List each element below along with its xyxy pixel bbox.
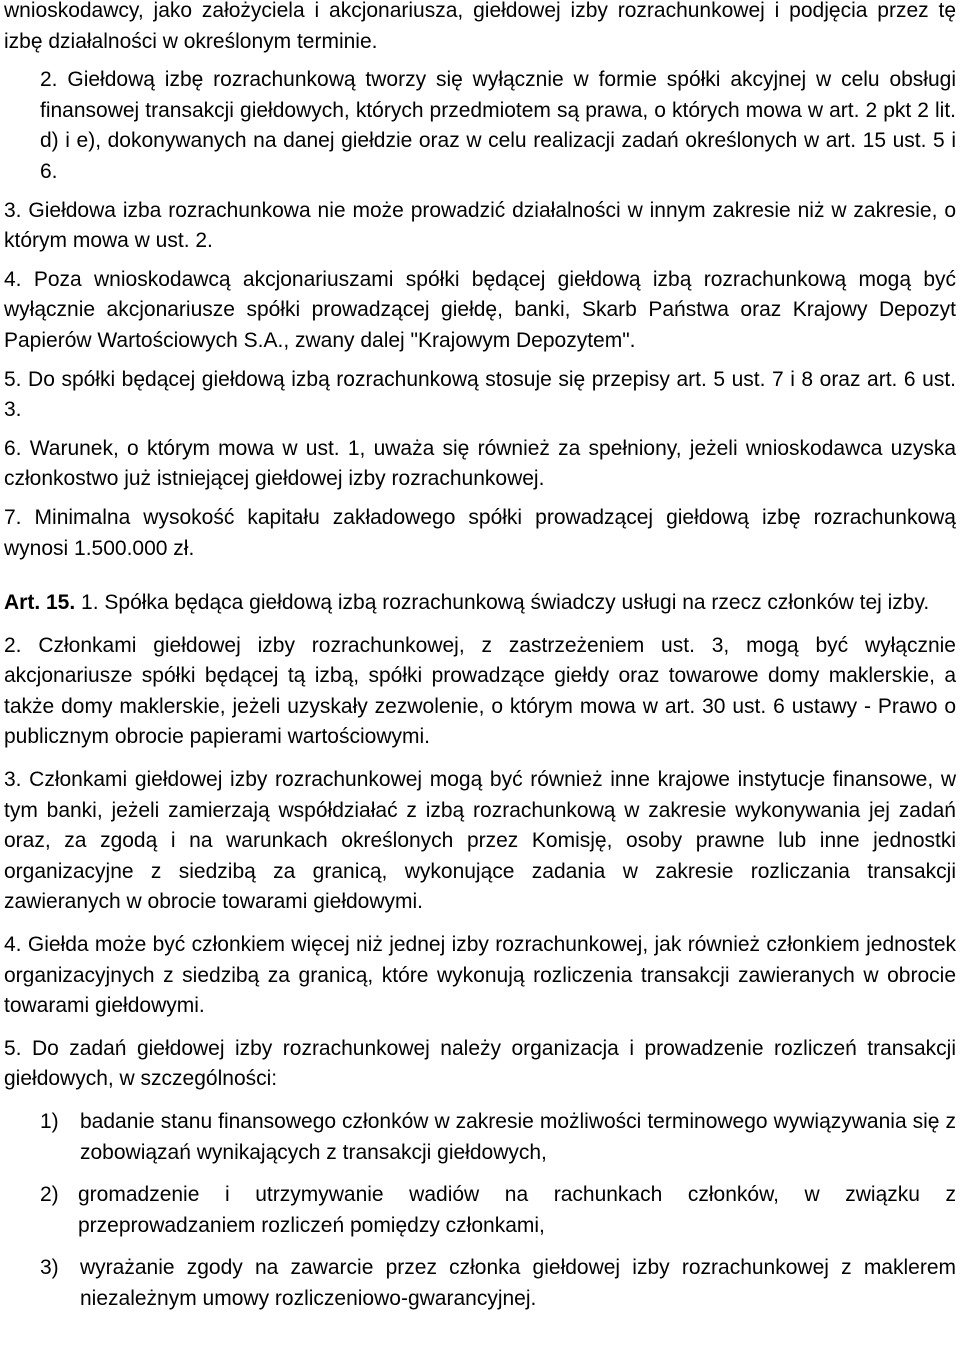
paragraph-2: 2. Giełdową izbę rozrachunkową tworzy się wyłącznie w formie spółki akcyjnej w celu obsługi finansowej transakcji giełdowych, których przedmiotem są prawa, o których mowa w art. 2 pkt 2 lit. d) i e), dokonywanych na danej giełdzie oraz w celu realizacji zadań określonych w art. 15 ust. 5 i 6.	[40, 68, 956, 183]
list-item-text: gromadzenie i utrzymywanie wadiów na rachunkach członków, w związku z przeprowadzaniem rozliczeń pomiędzy członkami,	[78, 1183, 956, 1237]
list-item-text: wyrażanie zgody na zawarcie przez członka giełdowej izby rozrachunkowej z maklerem niezależnym umowy rozliczeniowo-gwarancyjnej.	[80, 1256, 956, 1310]
list-item	[4, 1180, 956, 1241]
list-item-number: 1)	[40, 1110, 59, 1133]
list-item	[4, 1253, 956, 1314]
article-15-paragraph-1-text: 1. Spółka będąca giełdową izbą rozrachunkową świadczy usługi na rzecz członków tej izby.	[75, 591, 930, 615]
paragraph-3: 3. Giełdowa izba rozrachunkowa nie może prowadzić działalności w innym zakresie niż w zakresie, o którym mowa w ust. 2.	[4, 198, 956, 253]
paragraph-7: 7. Minimalna wysokość kapitału zakładowego spółki prowadzącej giełdową izbę rozrachunkową wynosi 1.500.000 zł.	[4, 505, 956, 560]
article-15-paragraph-1	[4, 588, 956, 619]
article-15-paragraph-2: 2. Członkami giełdowej izby rozrachunkowej, z zastrzeżeniem ust. 3, mogą być wyłącznie akcjonariusze spółki będącej tą izbą, spółki prowadzące giełdy oraz towarowe domy maklerskie, a także domy maklerskie, jeżeli uzyskały zezwolenie, o którym mowa w art. 30 ust. 6 ustawy - Prawo o publicznym obrocie papierami wartościowymi.	[4, 633, 956, 749]
duties-list	[4, 1107, 956, 1315]
article-label: Art. 15.	[4, 591, 76, 615]
paragraph-5: 5. Do spółki będącej giełdową izbą rozrachunkową stosuje się przepisy art. 5 ust. 7 i 8 oraz art. 6 ust. 3.	[4, 367, 956, 422]
article-15-paragraph-4: 4. Giełda może być członkiem więcej niż jednej izby rozrachunkowej, jak również członkiem jednostek organizacyjnych z siedzibą za granicą, które wykonują rozliczenia transakcji zawieranych w obrocie towarami giełdowymi.	[4, 933, 956, 1018]
list-item-number: 3)	[40, 1256, 59, 1280]
article-15-paragraph-3: 3. Członkami giełdowej izby rozrachunkowej mogą być również inne krajowe instytucje finansowe, w tym banki, jeżeli zamierzają współdziałać z izbą rozrachunkową w zakresie wykonywania jej zadań oraz, za zgodą i na warunkach określonych przez Komisję, osoby prawne lub inne jednostki organizacyjne z siedzibą za granicą, wykonujące zadania w zakresie rozliczania transakcji zawieranych w obrocie towarami giełdowymi.	[4, 768, 956, 914]
list-item-number: 2)	[40, 1183, 59, 1207]
list-item	[4, 1107, 956, 1168]
opening-paragraph: wnioskodawcy, jako założyciela i akcjonariusza, giełdowej izby rozrachunkowej i podjęcia przez tę izbę działalności w określonym terminie.	[4, 0, 956, 53]
paragraph-4: 4. Poza wnioskodawcą akcjonariuszami spółki będącej giełdową izbą rozrachunkową mogą być wyłącznie akcjonariusze spółki prowadzącej giełdę, banki, Skarb Państwa oraz Krajowy Depozyt Papierów Wartościowych S.A., zwany dalej "Krajowym Depozytem".	[4, 267, 956, 352]
list-item-text: badanie stanu finansowego członków w zakresie możliwości terminowego wywiązywania się z zobowiązań wynikających z transakcji giełdowych,	[80, 1110, 956, 1164]
paragraph-6: 6. Warunek, o którym mowa w ust. 1, uważa się również za spełniony, jeżeli wnioskodawca uzyska członkostwo już istniejącej giełdowej izby rozrachunkowej.	[4, 436, 956, 491]
article-15-paragraph-5: 5. Do zadań giełdowej izby rozrachunkowej należy organizacja i prowadzenie rozliczeń transakcji giełdowych, w szczególności:	[4, 1036, 956, 1091]
